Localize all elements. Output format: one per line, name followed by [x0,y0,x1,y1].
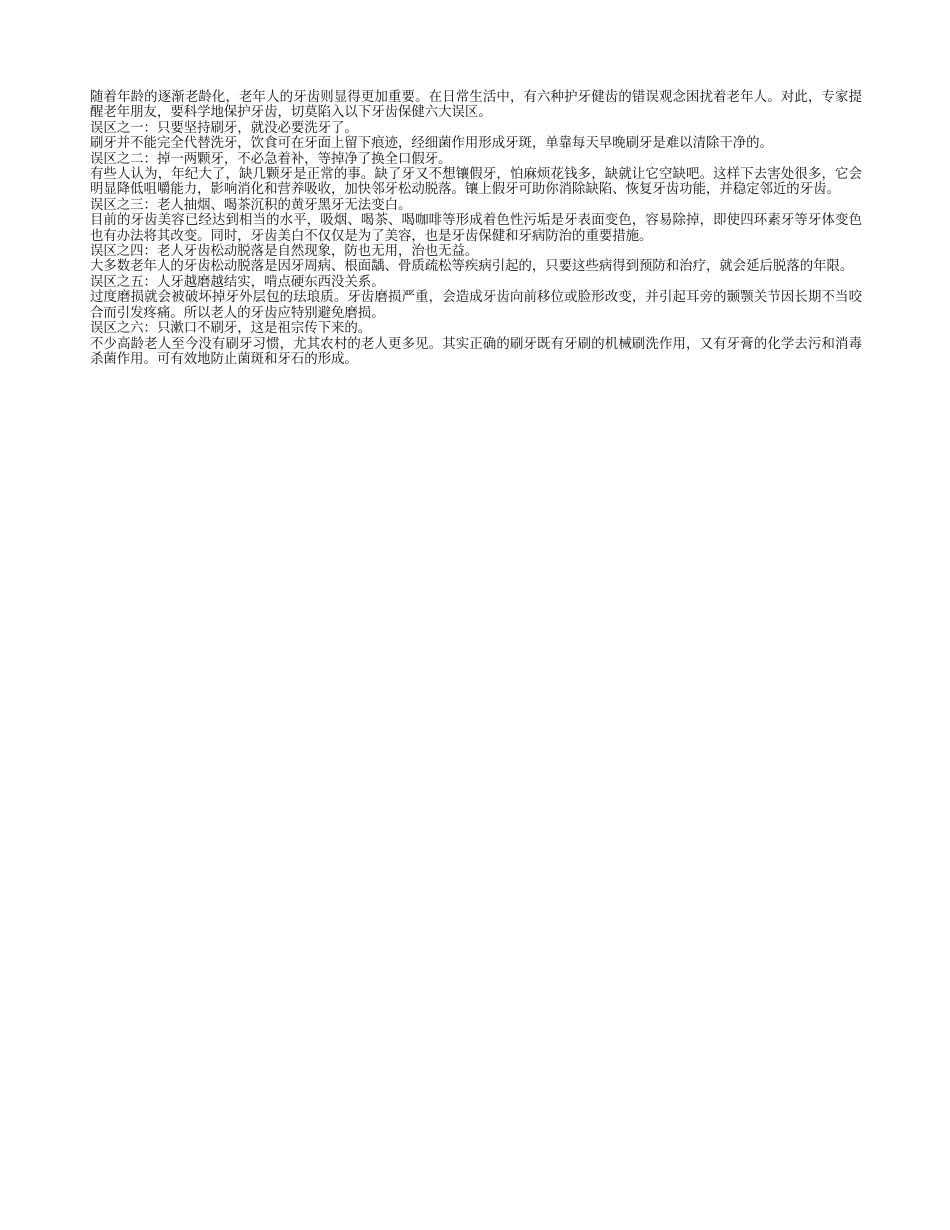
myth-3-text: 目前的牙齿美容已经达到相当的水平，吸烟、喝茶、喝咖啡等形成着色性污垢是牙表面变色，容易除掉，即使四环素牙等牙体变色也有办法将其改变。同时，牙齿美白不仅仅是为了美容，也是牙齿保健和牙病防治的重要措施。 [90,213,862,244]
myth-5-text: 过度磨损就会被破坏掉牙外层包的珐琅质。牙齿磨损严重，会造成牙齿向前移位或脸形改变，并引起耳旁的颞颚关节因长期不当咬合而引发疼痛。所以老人的牙齿应特别避免磨损。 [90,290,862,321]
myth-4-text: 大多数老年人的牙齿松动脱落是因牙周病、根面龋、骨质疏松等疾病引起的，只要这些病得到预防和治疗，就会延后脱落的年限。 [90,259,854,275]
myth-2-text: 有些人认为，年纪大了，缺几颗牙是正常的事。缺了牙又不想镶假牙，怕麻烦花钱多，缺就让它空缺吧。这样下去害处很多，它会明显降低咀嚼能力，影响消化和营养吸收，加快邻牙松动脱落。镶上假牙可助你消除缺陷、恢复牙齿功能，并稳定邻近的牙齿。 [90,167,862,198]
intro-paragraph: 随着年龄的逐渐老龄化，老年人的牙齿则显得更加重要。在日常生活中，有六种护牙健齿的错误观念困扰着老年人。对此，专家提醒老年朋友，要科学地保护牙齿，切莫陷入以下牙齿保健六大误区。 [90,90,862,121]
myth-6-text: 不少高龄老人至今没有刷牙习惯，尤其农村的老人更多见。其实正确的刷牙既有牙刷的机械刷洗作用，又有牙膏的化学去污和消毒杀菌作用。可有效地防止菌斑和牙石的形成。 [90,336,862,367]
myth-6-heading: 误区之六：只漱口不刷牙，这是祖宗传下来的。 [90,321,372,337]
myth-1-heading: 误区之一：只要坚持刷牙，就没必要洗牙了。 [90,120,358,136]
myth-5-heading: 误区之五：人牙越磨越结实，啃点硬东西没关系。 [90,274,385,290]
myth-2-heading: 误区之二：掉一两颗牙，不必急着补，等掉净了换全口假牙。 [90,151,452,167]
myth-3-heading: 误区之三：老人抽烟、喝茶沉积的黄牙黑牙无法变白。 [90,197,412,213]
myth-4-heading: 误区之四：老人牙齿松动脱落是自然现象，防也无用，治也无益。 [90,244,479,260]
myth-1-text: 刷牙并不能完全代替洗牙，饮食可在牙面上留下痕迹，经细菌作用形成牙斑，单靠每天早晚刷牙是难以清除干净的。 [90,136,773,152]
document-body [90,90,862,367]
